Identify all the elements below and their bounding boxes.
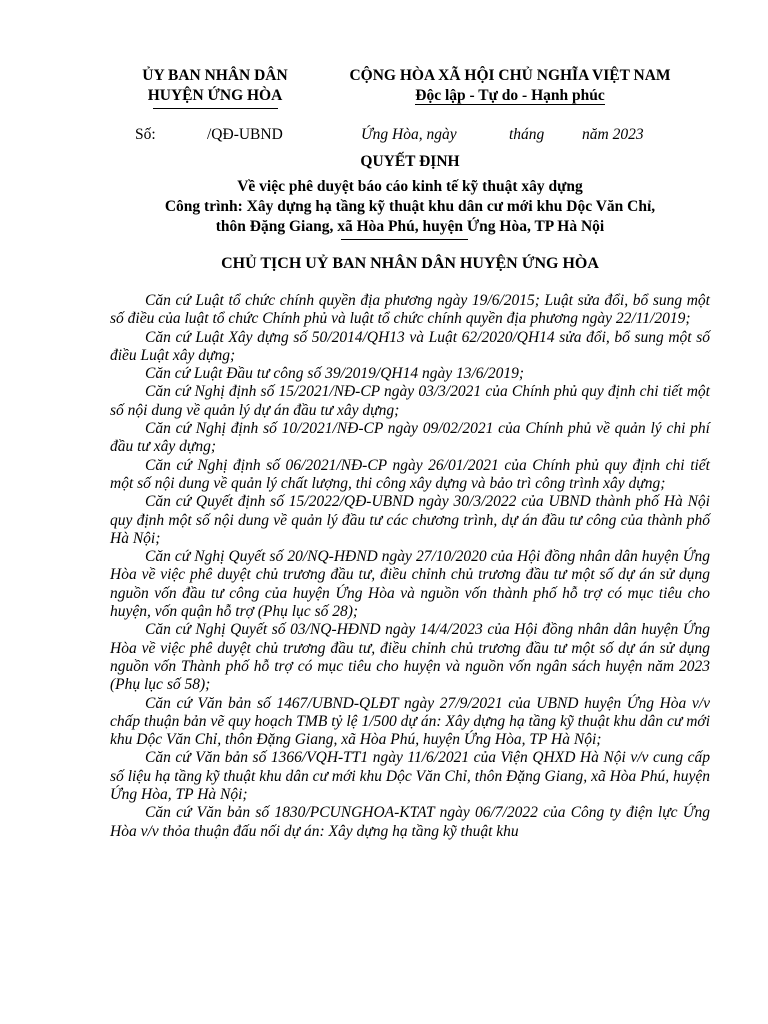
- subject-line-1: Về việc phê duyệt báo cáo kinh tế kỹ thuật xây dựng: [237, 178, 583, 195]
- issuing-authority: [110, 66, 320, 109]
- basis-paragraph: Căn cứ Nghị định số 10/2021/NĐ-CP ngày 09/02/2021 của Chính phủ về quản lý chi phí đầu tư xây dựng;: [110, 420, 710, 456]
- number-label: Số:: [135, 126, 156, 143]
- nation-name: CỘNG HÒA XÃ HỘI CHỦ NGHĨA VIỆT NAM: [349, 67, 671, 84]
- authority-heading: CHỦ TỊCH UỶ BAN NHÂN DÂN HUYỆN ỨNG HÒA: [221, 255, 599, 272]
- basis-paragraph: Căn cứ Nghị định số 06/2021/NĐ-CP ngày 26/01/2021 của Chính phủ quy định chi tiết một số nội dung về quản lý chất lượng, thi công xây dựng và bảo trì công trình xây dựng;: [110, 456, 710, 492]
- document-subject: [110, 177, 710, 237]
- org-line-1: ỦY BAN NHÂN DÂN: [142, 67, 288, 84]
- basis-paragraph: Căn cứ Nghị Quyết số 20/NQ-HĐND ngày 27/10/2020 của Hội đồng nhân dân huyện Ứng Hòa về việc phê duyệt chủ trương đầu tư, điều chỉnh chủ trương đầu tư một số dự án sử dụng nguồn vốn đầu tư công của huyện Ứng Hòa và nguồn vốn thành phố hỗ trợ có mục tiêu cho huyện, vốn quận hỗ trợ (Phụ lục số 28);: [110, 548, 710, 621]
- year-label: năm 2023: [582, 126, 644, 143]
- national-header: [318, 66, 702, 106]
- legal-basis: [110, 292, 710, 841]
- basis-paragraph: Căn cứ Văn bản số 1366/VQH-TT1 ngày 11/6/2021 của Viện QHXD Hà Nội v/v cung cấp số liệu hạ tầng kỹ thuật khu dân cư mới khu Dộc Văn Chỉ, thôn Đặng Giang, xã Hòa Phú, huyện Ứng Hòa, TP Hà Nội;: [110, 749, 710, 804]
- subject-line-2: Công trình: Xây dựng hạ tầng kỹ thuật khu dân cư mới khu Dộc Văn Chỉ,: [164, 198, 656, 215]
- subject-line-3: thôn Đặng Giang, xã Hòa Phú, huyện Ứng Hòa, TP Hà Nội: [215, 218, 605, 235]
- title-separator: [341, 239, 468, 240]
- basis-paragraph: Căn cứ Luật Đầu tư công số 39/2019/QH14 ngày 13/6/2019;: [145, 365, 524, 383]
- basis-paragraph: Căn cứ Luật Xây dựng số 50/2014/QH13 và Luật 62/2020/QH14 sửa đổi, bổ sung một số điều Luật xây dựng;: [110, 328, 710, 364]
- national-motto: Độc lập - Tự do - Hạnh phúc: [415, 87, 605, 104]
- org-line-2: HUYỆN ỨNG HÒA: [147, 87, 283, 104]
- number-symbol: /QĐ-UBND: [207, 126, 283, 143]
- basis-paragraph: Căn cứ Nghị định số 15/2021/NĐ-CP ngày 03/3/2021 của Chính phủ quy định chi tiết một số nội dung về quản lý dự án đầu tư xây dựng;: [110, 383, 710, 419]
- org-underline: [153, 108, 278, 109]
- basis-paragraph: Căn cứ Luật tổ chức chính quyền địa phương ngày 19/6/2015; Luật sửa đổi, bổ sung một số điều của luật tổ chức Chính phủ và luật tổ chức chính quyền địa phương ngày 22/11/2019;: [110, 292, 710, 328]
- basis-paragraph: Căn cứ Văn bản số 1830/PCUNGHOA-KTAT ngày 06/7/2022 của Công ty điện lực Ứng Hòa v/v thỏa thuận đấu nối dự án: Xây dựng hạ tầng kỹ thuật khu: [110, 804, 710, 840]
- place-day: Ứng Hòa, ngày: [361, 126, 457, 143]
- document-type: QUYẾT ĐỊNH: [360, 153, 460, 170]
- document-number: [135, 126, 283, 144]
- basis-paragraph: Căn cứ Quyết định số 15/2022/QĐ-UBND ngày 30/3/2022 của UBND thành phố Hà Nội quy định một số nội dung về quản lý đầu tư các chương trình, dự án đầu tư công của thành phố Hà Nội;: [110, 493, 710, 547]
- basis-paragraph: Căn cứ Văn bản số 1467/UBND-QLĐT ngày 27/9/2021 của UBND huyện Ứng Hòa v/v chấp thuận bản vẽ quy hoạch TMB tỷ lệ 1/500 dự án: Xây dựng hạ tầng kỹ thuật khu dân cư mới khu Dộc Văn Chỉ, thôn Đặng Giang, xã Hòa Phú, huyện Ứng Hòa, TP Hà Nội;: [110, 694, 710, 749]
- basis-paragraph: Căn cứ Nghị Quyết số 03/NQ-HĐND ngày 14/4/2023 của Hội đồng nhân dân huyện Ứng Hòa về việc phê duyệt chủ trương đầu tư, điều chỉnh chủ trương đầu tư một số dự án sử dụng nguồn vốn Thành phố hỗ trợ có mục tiêu cho huyện và nguồn vốn ngân sách huyện năm 2023 (Phụ lục số 58);: [110, 621, 710, 694]
- month-label: tháng: [509, 126, 545, 143]
